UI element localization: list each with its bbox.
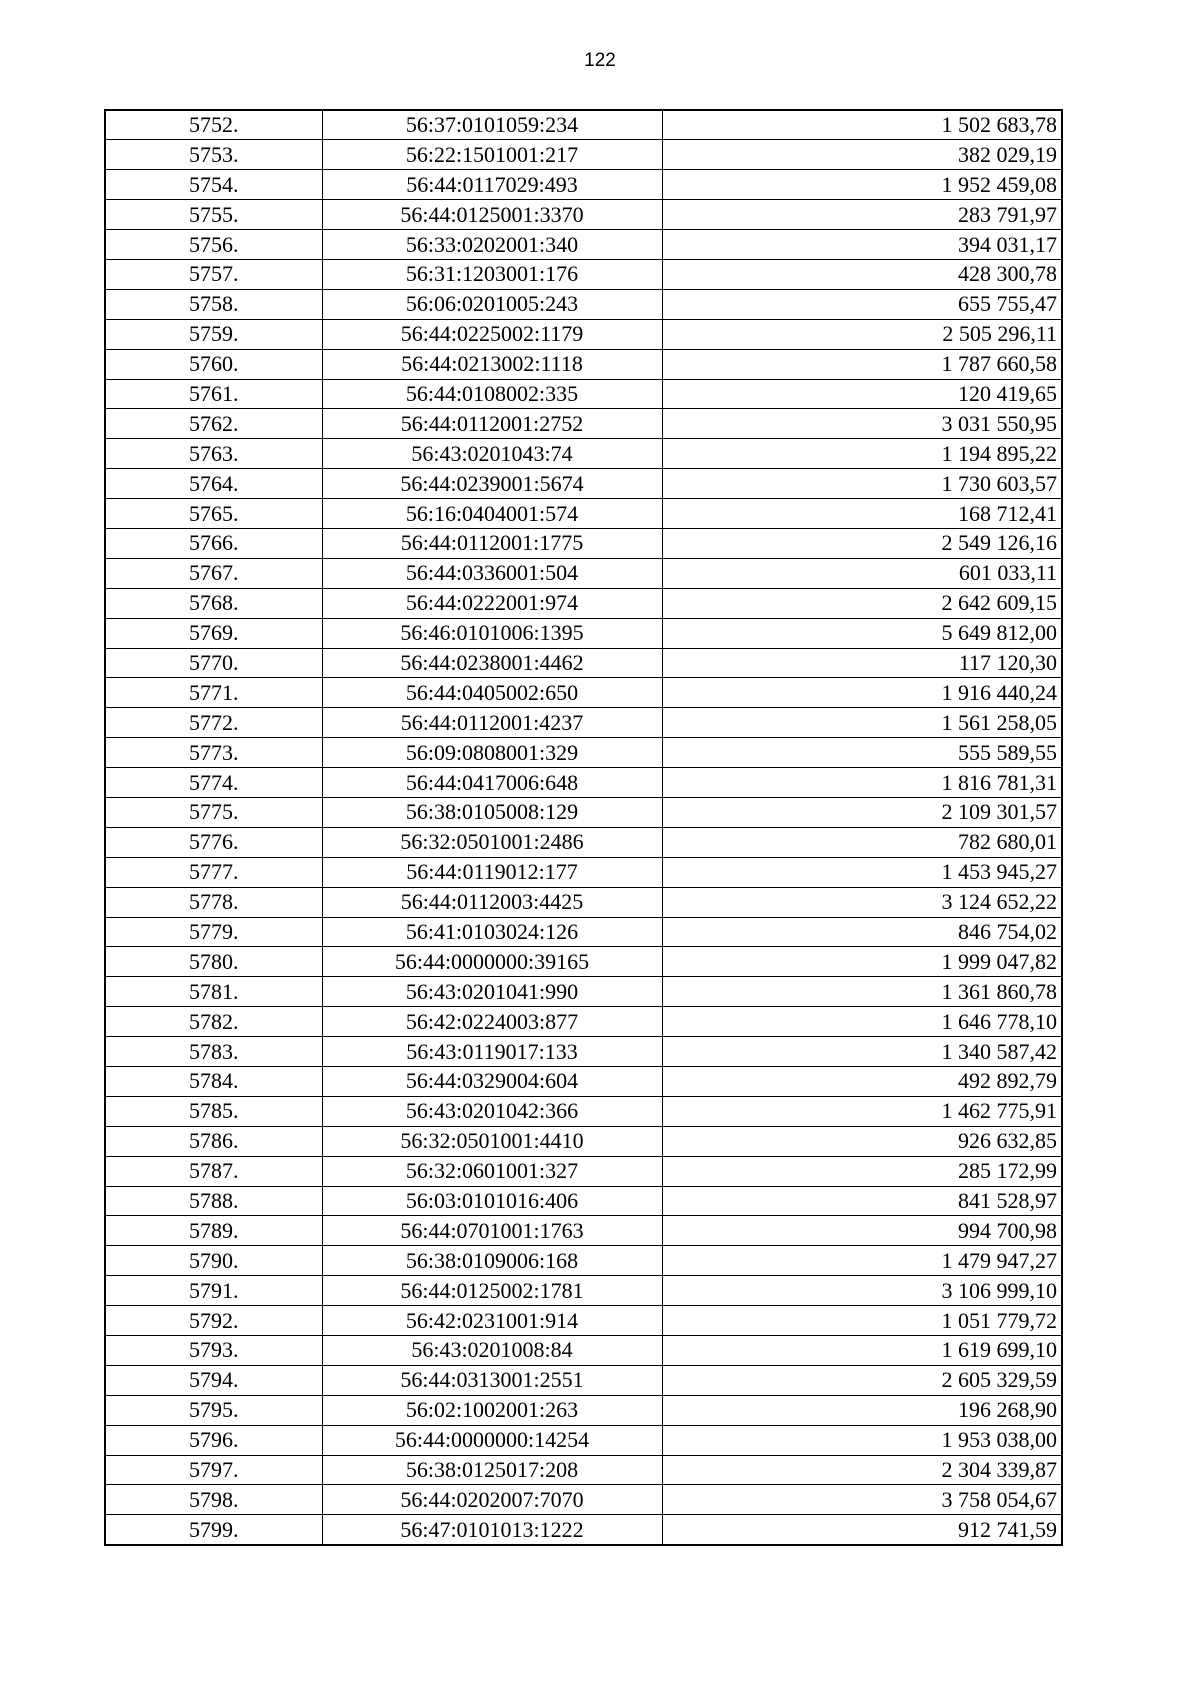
cadastral-number-cell: 56:43:0201043:74 xyxy=(322,439,662,469)
table-row xyxy=(105,797,1062,827)
cadastral-number-cell: 56:44:0222001:974 xyxy=(322,588,662,618)
cadastral-number-cell: 56:44:0112001:1775 xyxy=(322,528,662,558)
cadastral-value-cell: 168 712,41 xyxy=(662,499,1062,529)
row-number-cell: 5798. xyxy=(105,1485,322,1515)
row-number-cell: 5788. xyxy=(105,1186,322,1216)
cadastral-number-cell: 56:06:0201005:243 xyxy=(322,289,662,319)
table-row xyxy=(105,259,1062,289)
cadastral-value-cell: 1 194 895,22 xyxy=(662,439,1062,469)
row-number-cell: 5769. xyxy=(105,618,322,648)
table-row xyxy=(105,1455,1062,1485)
cadastral-number-cell: 56:16:0404001:574 xyxy=(322,499,662,529)
cadastral-value-cell: 1 619 699,10 xyxy=(662,1336,1062,1366)
cadastral-value-cell: 120 419,65 xyxy=(662,379,1062,409)
table-body xyxy=(105,110,1062,1545)
table-row xyxy=(105,170,1062,200)
cadastral-number-cell: 56:44:0202007:7070 xyxy=(322,1485,662,1515)
cadastral-number-cell: 56:43:0201041:990 xyxy=(322,977,662,1007)
cadastral-number-cell: 56:44:0238001:4462 xyxy=(322,648,662,678)
row-number-cell: 5794. xyxy=(105,1365,322,1395)
cadastral-number-cell: 56:44:0117029:493 xyxy=(322,170,662,200)
cadastral-value-cell: 1 646 778,10 xyxy=(662,1007,1062,1037)
cadastral-value-cell: 1 787 660,58 xyxy=(662,349,1062,379)
row-number-cell: 5763. xyxy=(105,439,322,469)
table-row xyxy=(105,1246,1062,1276)
row-number-cell: 5759. xyxy=(105,319,322,349)
table-row xyxy=(105,409,1062,439)
cadastral-number-cell: 56:44:0000000:14254 xyxy=(322,1425,662,1455)
row-number-cell: 5757. xyxy=(105,259,322,289)
table-row xyxy=(105,708,1062,738)
table-row xyxy=(105,1515,1062,1545)
table-row xyxy=(105,768,1062,798)
cadastral-value-cell: 1 462 775,91 xyxy=(662,1096,1062,1126)
row-number-cell: 5754. xyxy=(105,170,322,200)
cadastral-value-cell: 2 642 609,15 xyxy=(662,588,1062,618)
table-row xyxy=(105,678,1062,708)
cadastral-value-cell: 283 791,97 xyxy=(662,200,1062,230)
table-row xyxy=(105,1037,1062,1067)
cadastral-value-cell: 1 816 781,31 xyxy=(662,768,1062,798)
cadastral-value-cell: 117 120,30 xyxy=(662,648,1062,678)
table-row xyxy=(105,1186,1062,1216)
cadastral-number-cell: 56:32:0601001:327 xyxy=(322,1156,662,1186)
row-number-cell: 5761. xyxy=(105,379,322,409)
cadastral-number-cell: 56:32:0501001:4410 xyxy=(322,1126,662,1156)
table-row xyxy=(105,618,1062,648)
cadastral-value-cell: 1 051 779,72 xyxy=(662,1306,1062,1336)
row-number-cell: 5766. xyxy=(105,528,322,558)
row-number-cell: 5762. xyxy=(105,409,322,439)
cadastral-value-cell: 555 589,55 xyxy=(662,738,1062,768)
table-row xyxy=(105,738,1062,768)
row-number-cell: 5789. xyxy=(105,1216,322,1246)
row-number-cell: 5755. xyxy=(105,200,322,230)
cadastral-number-cell: 56:02:1002001:263 xyxy=(322,1395,662,1425)
cadastral-number-cell: 56:44:0125002:1781 xyxy=(322,1276,662,1306)
cadastral-value-cell: 196 268,90 xyxy=(662,1395,1062,1425)
cadastral-value-cell: 1 361 860,78 xyxy=(662,977,1062,1007)
cadastral-number-cell: 56:38:0125017:208 xyxy=(322,1455,662,1485)
cadastral-value-cell: 846 754,02 xyxy=(662,917,1062,947)
cadastral-number-cell: 56:44:0125001:3370 xyxy=(322,200,662,230)
cadastral-value-table xyxy=(104,109,1063,1546)
table-row xyxy=(105,528,1062,558)
row-number-cell: 5782. xyxy=(105,1007,322,1037)
row-number-cell: 5765. xyxy=(105,499,322,529)
table-row xyxy=(105,887,1062,917)
cadastral-value-cell: 1 340 587,42 xyxy=(662,1037,1062,1067)
cadastral-number-cell: 56:22:1501001:217 xyxy=(322,140,662,170)
row-number-cell: 5764. xyxy=(105,469,322,499)
cadastral-value-cell: 994 700,98 xyxy=(662,1216,1062,1246)
table-row xyxy=(105,917,1062,947)
row-number-cell: 5777. xyxy=(105,857,322,887)
table-row xyxy=(105,499,1062,529)
cadastral-number-cell: 56:32:0501001:2486 xyxy=(322,827,662,857)
row-number-cell: 5787. xyxy=(105,1156,322,1186)
table-row xyxy=(105,947,1062,977)
cadastral-number-cell: 56:03:0101016:406 xyxy=(322,1186,662,1216)
row-number-cell: 5784. xyxy=(105,1067,322,1097)
row-number-cell: 5793. xyxy=(105,1336,322,1366)
table-row xyxy=(105,1067,1062,1097)
cadastral-number-cell: 56:44:0119012:177 xyxy=(322,857,662,887)
row-number-cell: 5796. xyxy=(105,1425,322,1455)
row-number-cell: 5758. xyxy=(105,289,322,319)
table-row xyxy=(105,648,1062,678)
row-number-cell: 5785. xyxy=(105,1096,322,1126)
cadastral-value-cell: 2 605 329,59 xyxy=(662,1365,1062,1395)
row-number-cell: 5795. xyxy=(105,1395,322,1425)
row-number-cell: 5776. xyxy=(105,827,322,857)
cadastral-number-cell: 56:47:0101013:1222 xyxy=(322,1515,662,1545)
cadastral-number-cell: 56:09:0808001:329 xyxy=(322,738,662,768)
cadastral-number-cell: 56:44:0405002:650 xyxy=(322,678,662,708)
table-row xyxy=(105,977,1062,1007)
cadastral-number-cell: 56:44:0112003:4425 xyxy=(322,887,662,917)
cadastral-number-cell: 56:44:0336001:504 xyxy=(322,558,662,588)
row-number-cell: 5781. xyxy=(105,977,322,1007)
page-number: 122 xyxy=(584,50,616,71)
cadastral-value-cell: 1 999 047,82 xyxy=(662,947,1062,977)
cadastral-value-cell: 1 953 038,00 xyxy=(662,1425,1062,1455)
cadastral-number-cell: 56:44:0112001:2752 xyxy=(322,409,662,439)
cadastral-value-cell: 1 952 459,08 xyxy=(662,170,1062,200)
cadastral-number-cell: 56:44:0000000:39165 xyxy=(322,947,662,977)
row-number-cell: 5786. xyxy=(105,1126,322,1156)
table-row xyxy=(105,289,1062,319)
row-number-cell: 5790. xyxy=(105,1246,322,1276)
table-row xyxy=(105,558,1062,588)
row-number-cell: 5773. xyxy=(105,738,322,768)
cadastral-number-cell: 56:37:0101059:234 xyxy=(322,110,662,140)
cadastral-value-cell: 3 124 652,22 xyxy=(662,887,1062,917)
cadastral-number-cell: 56:33:0202001:340 xyxy=(322,230,662,260)
cadastral-number-cell: 56:38:0105008:129 xyxy=(322,797,662,827)
cadastral-value-cell: 3 031 550,95 xyxy=(662,409,1062,439)
cadastral-value-cell: 285 172,99 xyxy=(662,1156,1062,1186)
table-row xyxy=(105,1425,1062,1455)
cadastral-value-cell: 1 502 683,78 xyxy=(662,110,1062,140)
cadastral-value-cell: 394 031,17 xyxy=(662,230,1062,260)
cadastral-number-cell: 56:44:0225002:1179 xyxy=(322,319,662,349)
table-row xyxy=(105,1276,1062,1306)
row-number-cell: 5791. xyxy=(105,1276,322,1306)
table-row xyxy=(105,857,1062,887)
cadastral-value-cell: 3 106 999,10 xyxy=(662,1276,1062,1306)
cadastral-value-cell: 601 033,11 xyxy=(662,558,1062,588)
cadastral-value-cell: 1 453 945,27 xyxy=(662,857,1062,887)
table-row xyxy=(105,1395,1062,1425)
row-number-cell: 5792. xyxy=(105,1306,322,1336)
cadastral-number-cell: 56:44:0108002:335 xyxy=(322,379,662,409)
row-number-cell: 5778. xyxy=(105,887,322,917)
cadastral-number-cell: 56:43:0119017:133 xyxy=(322,1037,662,1067)
row-number-cell: 5753. xyxy=(105,140,322,170)
cadastral-value-cell: 492 892,79 xyxy=(662,1067,1062,1097)
cadastral-value-cell: 655 755,47 xyxy=(662,289,1062,319)
cadastral-value-cell: 1 561 258,05 xyxy=(662,708,1062,738)
cadastral-number-cell: 56:38:0109006:168 xyxy=(322,1246,662,1276)
row-number-cell: 5780. xyxy=(105,947,322,977)
table-row xyxy=(105,349,1062,379)
table-row xyxy=(105,1007,1062,1037)
row-number-cell: 5797. xyxy=(105,1455,322,1485)
row-number-cell: 5771. xyxy=(105,678,322,708)
table-row xyxy=(105,1336,1062,1366)
table-row xyxy=(105,200,1062,230)
cadastral-value-cell: 3 758 054,67 xyxy=(662,1485,1062,1515)
cadastral-number-cell: 56:44:0417006:648 xyxy=(322,768,662,798)
table-row xyxy=(105,1126,1062,1156)
table-row xyxy=(105,379,1062,409)
row-number-cell: 5760. xyxy=(105,349,322,379)
table-row xyxy=(105,469,1062,499)
cadastral-value-cell: 2 549 126,16 xyxy=(662,528,1062,558)
cadastral-number-cell: 56:44:0313001:2551 xyxy=(322,1365,662,1395)
cadastral-number-cell: 56:44:0701001:1763 xyxy=(322,1216,662,1246)
cadastral-value-cell: 782 680,01 xyxy=(662,827,1062,857)
table-row xyxy=(105,319,1062,349)
cadastral-value-cell: 428 300,78 xyxy=(662,259,1062,289)
table-row xyxy=(105,1156,1062,1186)
table-row xyxy=(105,140,1062,170)
row-number-cell: 5770. xyxy=(105,648,322,678)
cadastral-value-cell: 841 528,97 xyxy=(662,1186,1062,1216)
cadastral-number-cell: 56:42:0231001:914 xyxy=(322,1306,662,1336)
table-row xyxy=(105,1306,1062,1336)
cadastral-number-cell: 56:44:0213002:1118 xyxy=(322,349,662,379)
cadastral-value-cell: 912 741,59 xyxy=(662,1515,1062,1545)
row-number-cell: 5774. xyxy=(105,768,322,798)
cadastral-value-cell: 382 029,19 xyxy=(662,140,1062,170)
row-number-cell: 5799. xyxy=(105,1515,322,1545)
cadastral-number-cell: 56:44:0329004:604 xyxy=(322,1067,662,1097)
cadastral-number-cell: 56:43:0201042:366 xyxy=(322,1096,662,1126)
table-row xyxy=(105,439,1062,469)
row-number-cell: 5752. xyxy=(105,110,322,140)
table-row xyxy=(105,1365,1062,1395)
row-number-cell: 5768. xyxy=(105,588,322,618)
cadastral-number-cell: 56:41:0103024:126 xyxy=(322,917,662,947)
cadastral-value-cell: 2 109 301,57 xyxy=(662,797,1062,827)
cadastral-value-cell: 2 304 339,87 xyxy=(662,1455,1062,1485)
cadastral-value-cell: 1 916 440,24 xyxy=(662,678,1062,708)
cadastral-number-cell: 56:44:0239001:5674 xyxy=(322,469,662,499)
row-number-cell: 5772. xyxy=(105,708,322,738)
cadastral-value-cell: 1 479 947,27 xyxy=(662,1246,1062,1276)
cadastral-value-cell: 5 649 812,00 xyxy=(662,618,1062,648)
table-row xyxy=(105,827,1062,857)
table-row xyxy=(105,230,1062,260)
table-row xyxy=(105,1216,1062,1246)
row-number-cell: 5767. xyxy=(105,558,322,588)
cadastral-number-cell: 56:43:0201008:84 xyxy=(322,1336,662,1366)
row-number-cell: 5779. xyxy=(105,917,322,947)
cadastral-number-cell: 56:44:0112001:4237 xyxy=(322,708,662,738)
cadastral-value-cell: 926 632,85 xyxy=(662,1126,1062,1156)
row-number-cell: 5783. xyxy=(105,1037,322,1067)
cadastral-number-cell: 56:46:0101006:1395 xyxy=(322,618,662,648)
cadastral-number-cell: 56:42:0224003:877 xyxy=(322,1007,662,1037)
cadastral-value-cell: 2 505 296,11 xyxy=(662,319,1062,349)
row-number-cell: 5756. xyxy=(105,230,322,260)
table-row xyxy=(105,1485,1062,1515)
row-number-cell: 5775. xyxy=(105,797,322,827)
table-row xyxy=(105,1096,1062,1126)
table-row xyxy=(105,588,1062,618)
cadastral-number-cell: 56:31:1203001:176 xyxy=(322,259,662,289)
table-row xyxy=(105,110,1062,140)
cadastral-value-cell: 1 730 603,57 xyxy=(662,469,1062,499)
